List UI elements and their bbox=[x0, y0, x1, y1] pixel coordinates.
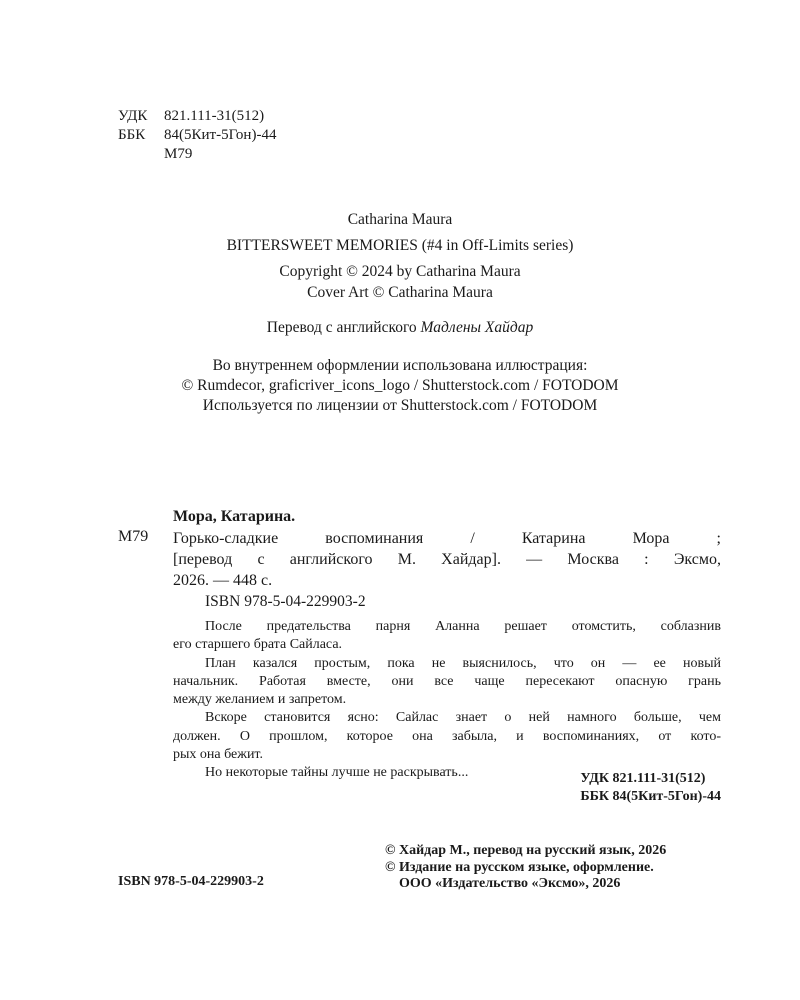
card-desc-line: [перевод с английского М. Хайдар]. — Москва : Эксмо, bbox=[173, 551, 721, 568]
bbk-row bbox=[118, 126, 276, 145]
author-mark: М79 bbox=[164, 146, 193, 162]
isbn-bottom: ISBN 978-5-04-229903-2 bbox=[118, 874, 264, 889]
copyright-translation: © Хайдар М., перевод на русский язык, 2026 bbox=[385, 843, 667, 858]
original-author: Catharina Maura bbox=[347, 211, 453, 228]
annotation-line: должен. О прошлом, которое она забыла, и воспоминаниях, от кото- bbox=[173, 728, 721, 744]
illustration-line-3: Используется по лицензии от Shutterstock.com / FOTODOM bbox=[202, 397, 598, 414]
udk-value: 821.111-31(512) bbox=[164, 108, 265, 124]
udk-row bbox=[118, 107, 276, 126]
original-title: BITTERSWEET MEMORIES (#4 in Off-Limits series) bbox=[226, 237, 574, 254]
annotation-line: его старшего брата Сайласа. bbox=[173, 637, 343, 653]
udk-bottom: УДК 821.111-31(512) bbox=[580, 771, 706, 786]
copyright-edition: © Издание на русском языке, оформление. bbox=[385, 859, 654, 875]
cover-art-line: Cover Art © Catharina Maura bbox=[307, 284, 493, 301]
udk-label: УДК bbox=[118, 108, 148, 124]
author-mark-row bbox=[118, 145, 276, 164]
annotation-line: План казался простым, пока не выяснилось, что он — ее новый bbox=[205, 655, 721, 671]
copyright-line: Copyright © 2024 by Catharina Maura bbox=[279, 263, 521, 280]
illustration-line-1: Во внутреннем оформлении использована иллюстрация: bbox=[212, 357, 588, 374]
card-description bbox=[173, 528, 721, 591]
bbk-label: ББК bbox=[118, 127, 146, 143]
annotation-line: Но некоторые тайны лучше не раскрывать... bbox=[205, 765, 469, 781]
annotation bbox=[173, 618, 721, 783]
annotation-line: Вскоре становится ясно: Сайлас знает о ней намного больше, чем bbox=[205, 710, 721, 726]
card-author-mark: М79 bbox=[118, 528, 149, 545]
translation-credit bbox=[0, 319, 800, 337]
translation-prefix: Перевод с английского bbox=[266, 319, 421, 336]
classification-top bbox=[118, 107, 276, 164]
card-desc-line: 2026. — 448 с. bbox=[173, 572, 273, 589]
bbk-bottom: ББК 84(5Кит-5Гон)-44 bbox=[580, 789, 721, 804]
translator-name: Мадлены Хайдар bbox=[420, 319, 534, 336]
annotation-line: рых она бежит. bbox=[173, 747, 263, 763]
card-desc-line: Горько-сладкие воспоминания / Катарина Мора ; bbox=[173, 530, 721, 547]
bbk-value: 84(5Кит-5Гон)-44 bbox=[164, 127, 277, 143]
card-isbn: ISBN 978-5-04-229903-2 bbox=[205, 593, 366, 610]
copyright-publisher: ООО «Издательство «Эксмо», 2026 bbox=[399, 876, 621, 891]
illustration-line-2: © Rumdecor, graficriver_icons_logo / Shutterstock.com / FOTODOM bbox=[181, 377, 619, 394]
copyright-notices bbox=[385, 843, 666, 893]
annotation-line: начальник. Работая вместе, они все чаще пересекают опасную грань bbox=[173, 673, 721, 689]
card-author-heading: Мора, Катарина. bbox=[173, 508, 296, 525]
classification-bottom bbox=[580, 770, 721, 806]
annotation-line: между желанием и запретом. bbox=[173, 692, 347, 708]
annotation-line: После предательства парня Аланна решает отомстить, соблазнив bbox=[205, 619, 721, 634]
